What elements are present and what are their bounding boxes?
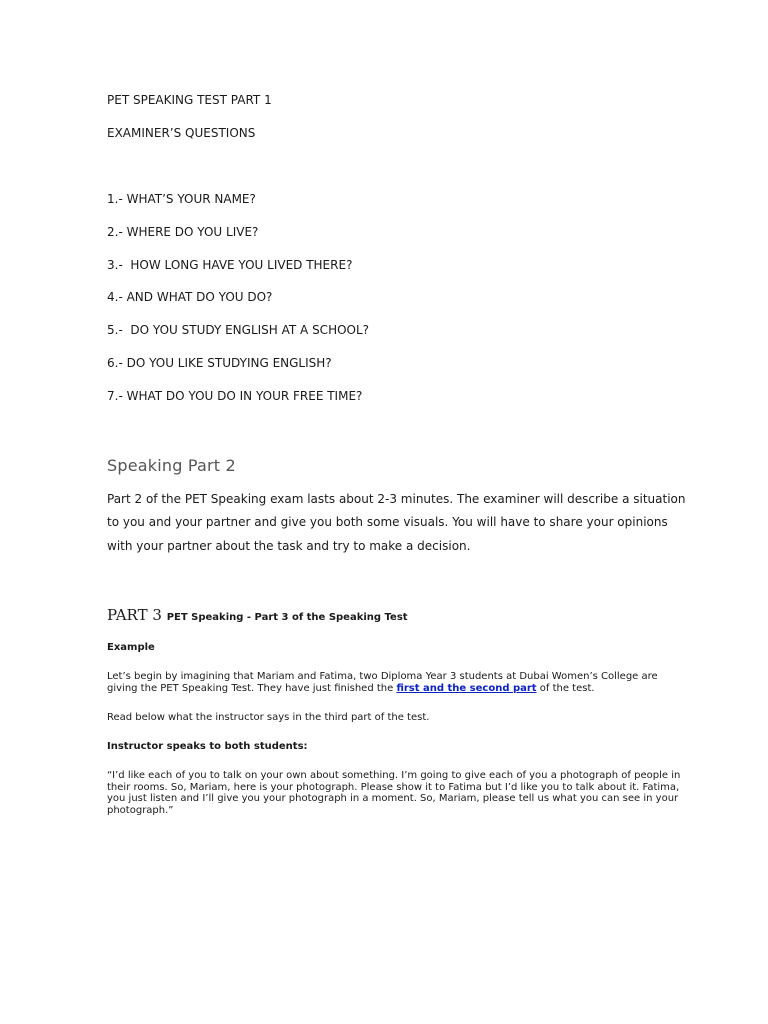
instructor-label: Instructor speaks to both students: [107,741,308,752]
part3-heading-title: PET Speaking - Part 3 of the Speaking Test [166,612,408,623]
part1-title: PET SPEAKING TEST PART 1 [107,93,272,107]
part3-heading [107,606,408,624]
quote-line-2: their rooms. So, Mariam, here is your photograph. Please show it to Fatima but I’d like you to talk about it. Fatima, [107,781,680,793]
question-1: 1.- WHAT’S YOUR NAME? [107,192,256,206]
quote-line-4: photograph.” [107,804,174,816]
part3-heading-prefix: PART 3 [107,606,162,624]
part2-line-1: Part 2 of the PET Speaking exam lasts about 2-3 minutes. The examiner will describe a situation [107,492,686,506]
intro-text-before: Let’s begin by imagining that Mariam and Fatima, two Diploma Year 3 students at Dubai Women’s College are giving the PET Speaking Test. They have just finished the [107,671,658,694]
question-4: 4.- AND WHAT DO YOU DO? [107,290,273,304]
examiner-questions-heading: EXAMINER’S QUESTIONS [107,126,256,140]
quote-line-3: you just listen and I’ll give you your photograph in a moment. So, Mariam, please tell us what you can see in your [107,793,679,804]
intro-paragraph [107,671,667,694]
question-2: 2.- WHERE DO YOU LIVE? [107,225,259,239]
speaking-part-2-heading: Speaking Part 2 [107,456,236,475]
first-and-second-part-link[interactable]: first and the second part [396,682,537,694]
question-7: 7.- WHAT DO YOU DO IN YOUR FREE TIME? [107,389,363,403]
part2-line-2: to you and your partner and give you both some visuals. You will have to share your opinions [107,515,668,529]
question-6: 6.- DO YOU LIKE STUDYING ENGLISH? [107,356,332,370]
part2-line-3: with your partner about the task and try to make a decision. [107,539,471,553]
question-5: 5.- DO YOU STUDY ENGLISH AT A SCHOOL? [107,323,370,337]
question-3: 3.- HOW LONG HAVE YOU LIVED THERE? [107,258,353,272]
instructor-quote [107,770,680,816]
quote-line-1: “I’d like each of you to talk on your own about something. I’m going to give each of you a photograph of people in [107,770,681,781]
intro-text-after: of the test. [536,682,595,694]
read-below-text: Read below what the instructor says in the third part of the test. [107,712,430,723]
example-label: Example [107,642,155,653]
